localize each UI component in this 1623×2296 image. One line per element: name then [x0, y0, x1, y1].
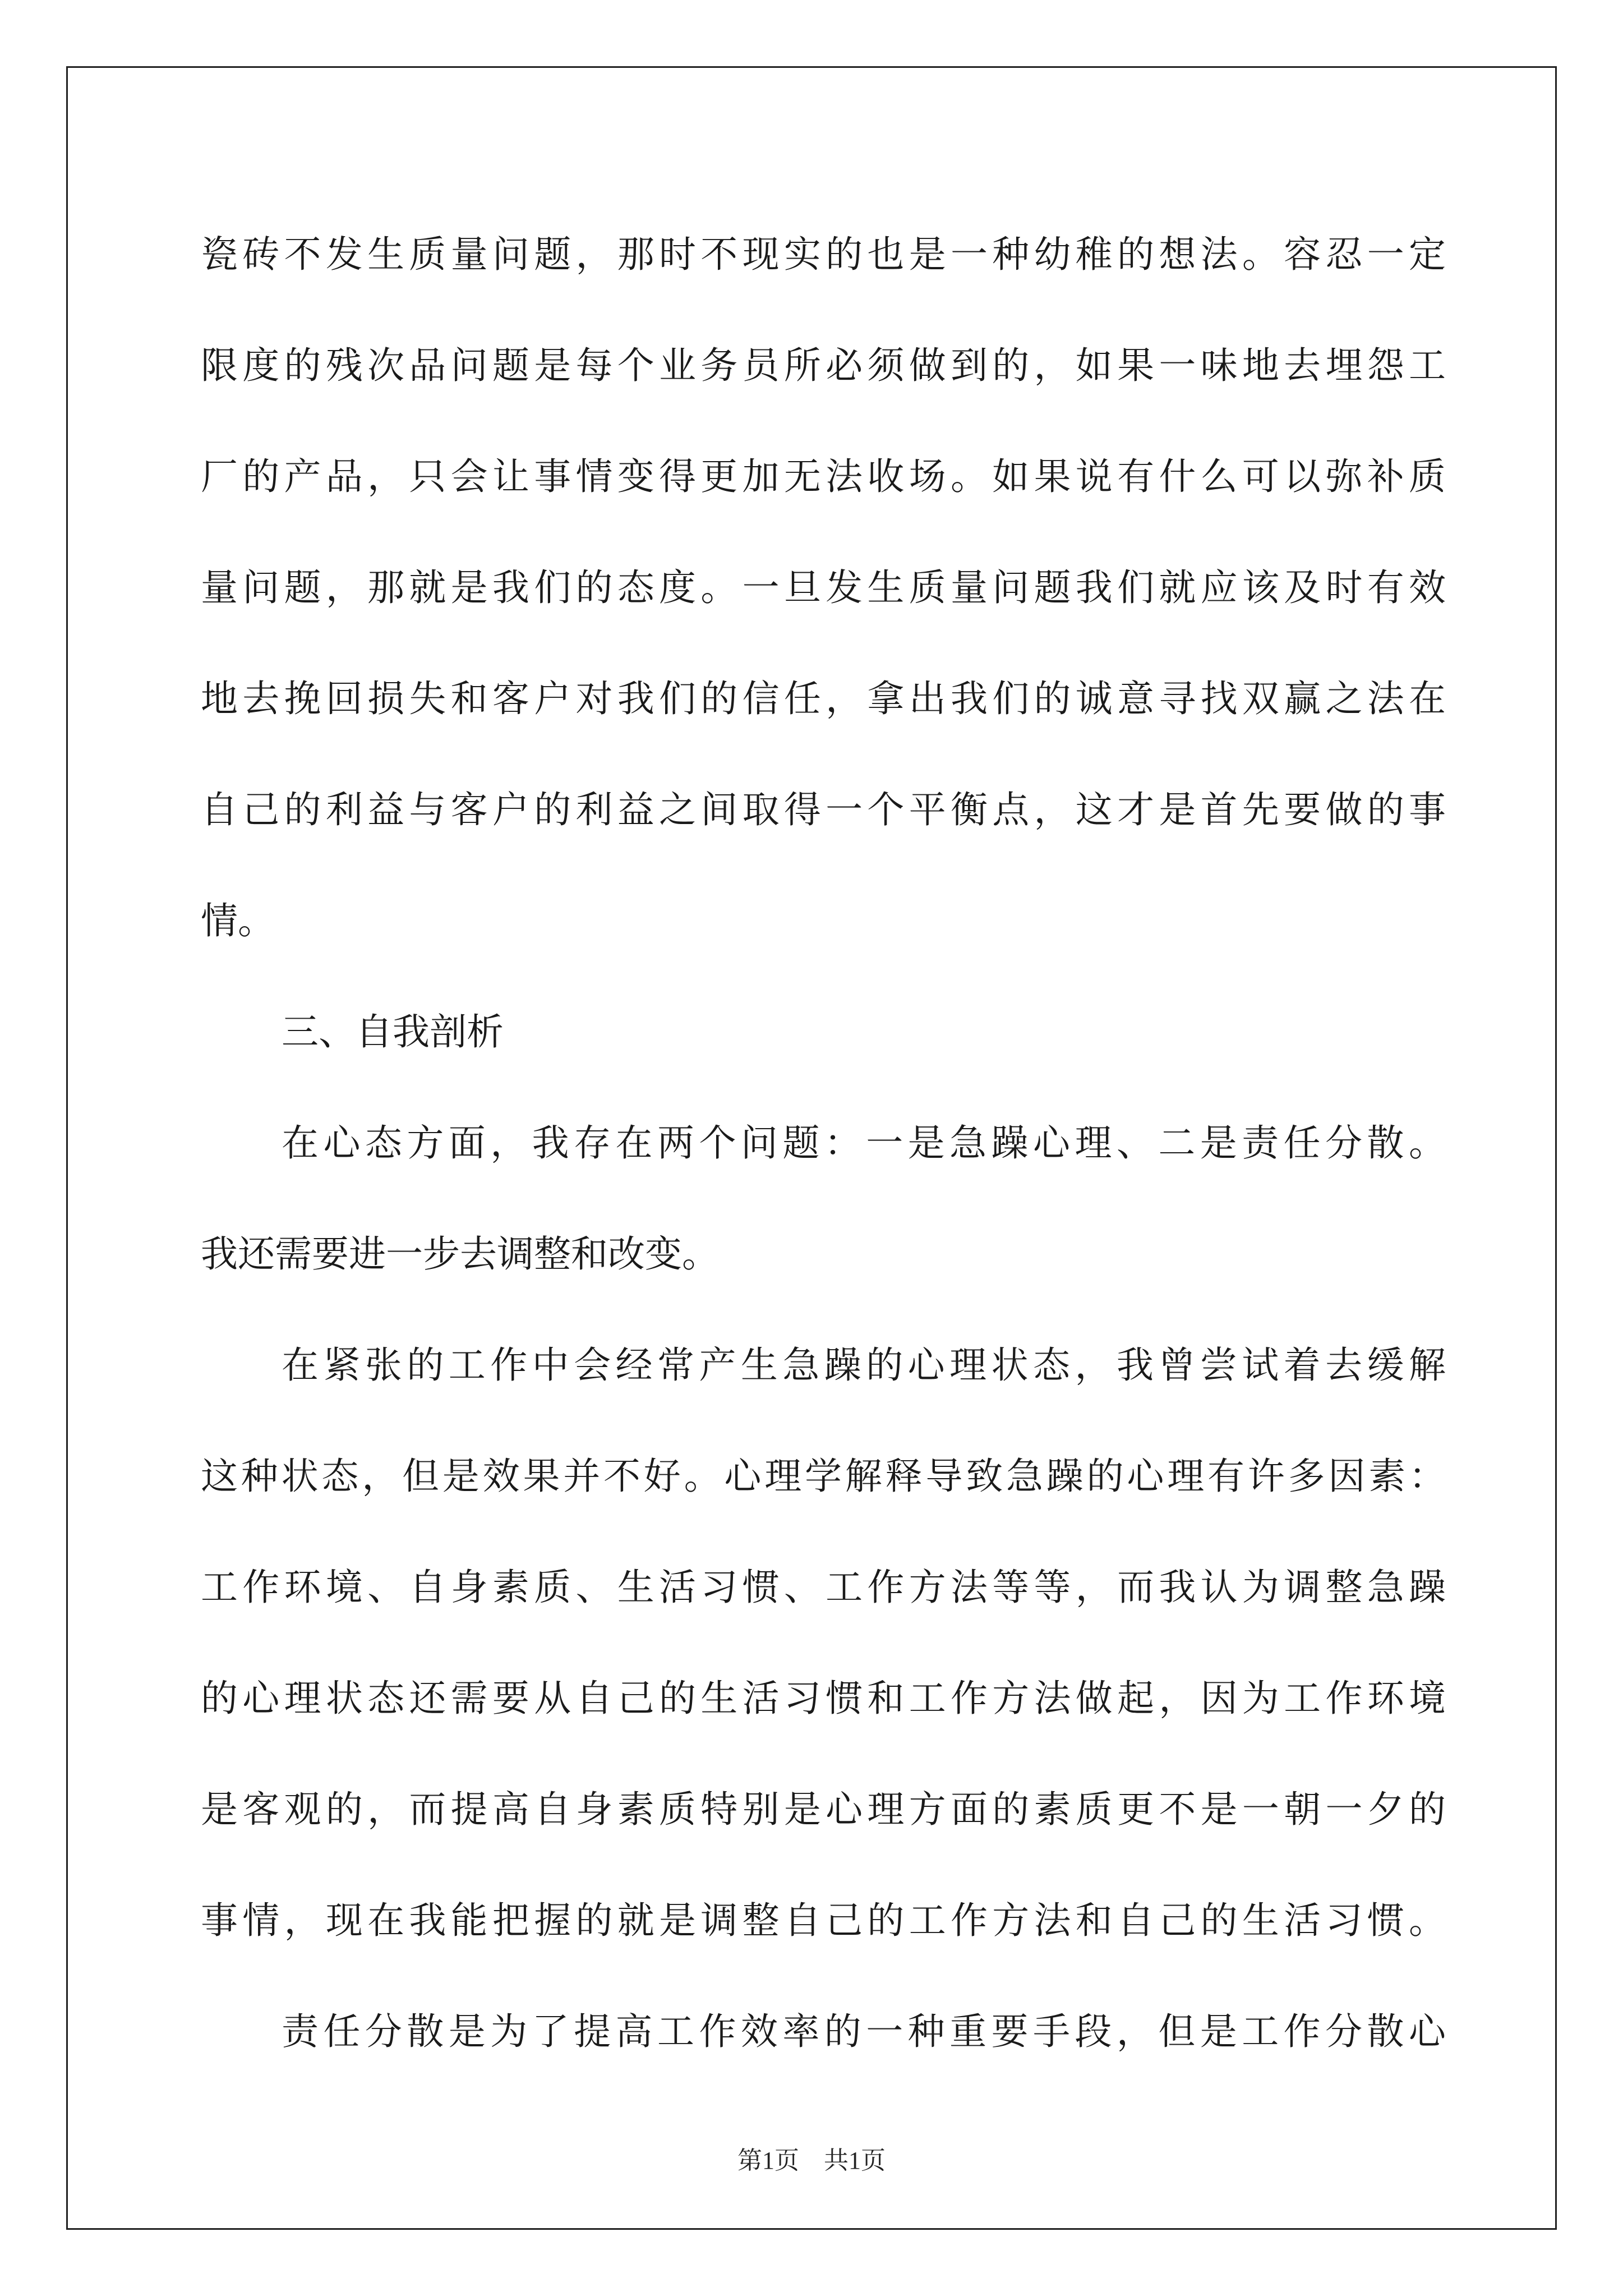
text-line: 在紧张的工作中会经常产生急躁的心理状态，我曾尝试着去缓解: [282, 1343, 1446, 1387]
text-line: 量问题，那就是我们的态度。一旦发生质量问题我们就应该及时有效: [201, 566, 1446, 609]
text-line: 在心态方面，我存在两个问题：一是急躁心理、二是责任分散。: [282, 1121, 1446, 1165]
section-heading: 三、自我剖析: [282, 1010, 504, 1053]
text-line: 事情，现在我能把握的就是调整自己的工作方法和自己的生活习惯。: [201, 1899, 1446, 1942]
text-line: 地去挽回损失和客户对我们的信任，拿出我们的诚意寻找双赢之法在: [201, 677, 1446, 720]
text-line: 瓷砖不发生质量问题，那时不现实的也是一种幼稚的想法。容忍一定: [201, 233, 1446, 276]
page-number: 第1页 共1页: [737, 2147, 886, 2174]
text-line: 责任分散是为了提高工作效率的一种重要手段，但是工作分散心: [282, 2010, 1446, 2053]
text-line: 的心理状态还需要从自己的生活习惯和工作方法做起，因为工作环境: [201, 1677, 1446, 1720]
text-line: 厂的产品，只会让事情变得更加无法收场。如果说有什么可以弥补质: [201, 455, 1446, 498]
text-line: 工作环境、自身素质、生活习惯、工作方法等等，而我认为调整急躁: [201, 1566, 1446, 1609]
text-line: 是客观的，而提高自身素质特别是心理方面的素质更不是一朝一夕的: [201, 1788, 1446, 1831]
text-line: 自己的利益与客户的利益之间取得一个平衡点，这才是首先要做的事: [201, 788, 1446, 831]
text-line: 这种状态，但是效果并不好。心理学解释导致急躁的心理有许多因素：: [201, 1455, 1446, 1498]
text-line: 我还需要进一步去调整和改变。: [201, 1232, 719, 1276]
text-line: 限度的残次品问题是每个业务员所必须做到的，如果一味地去埋怨工: [201, 344, 1446, 387]
text-line: 情。: [201, 899, 275, 942]
document-body: [201, 199, 1446, 2087]
